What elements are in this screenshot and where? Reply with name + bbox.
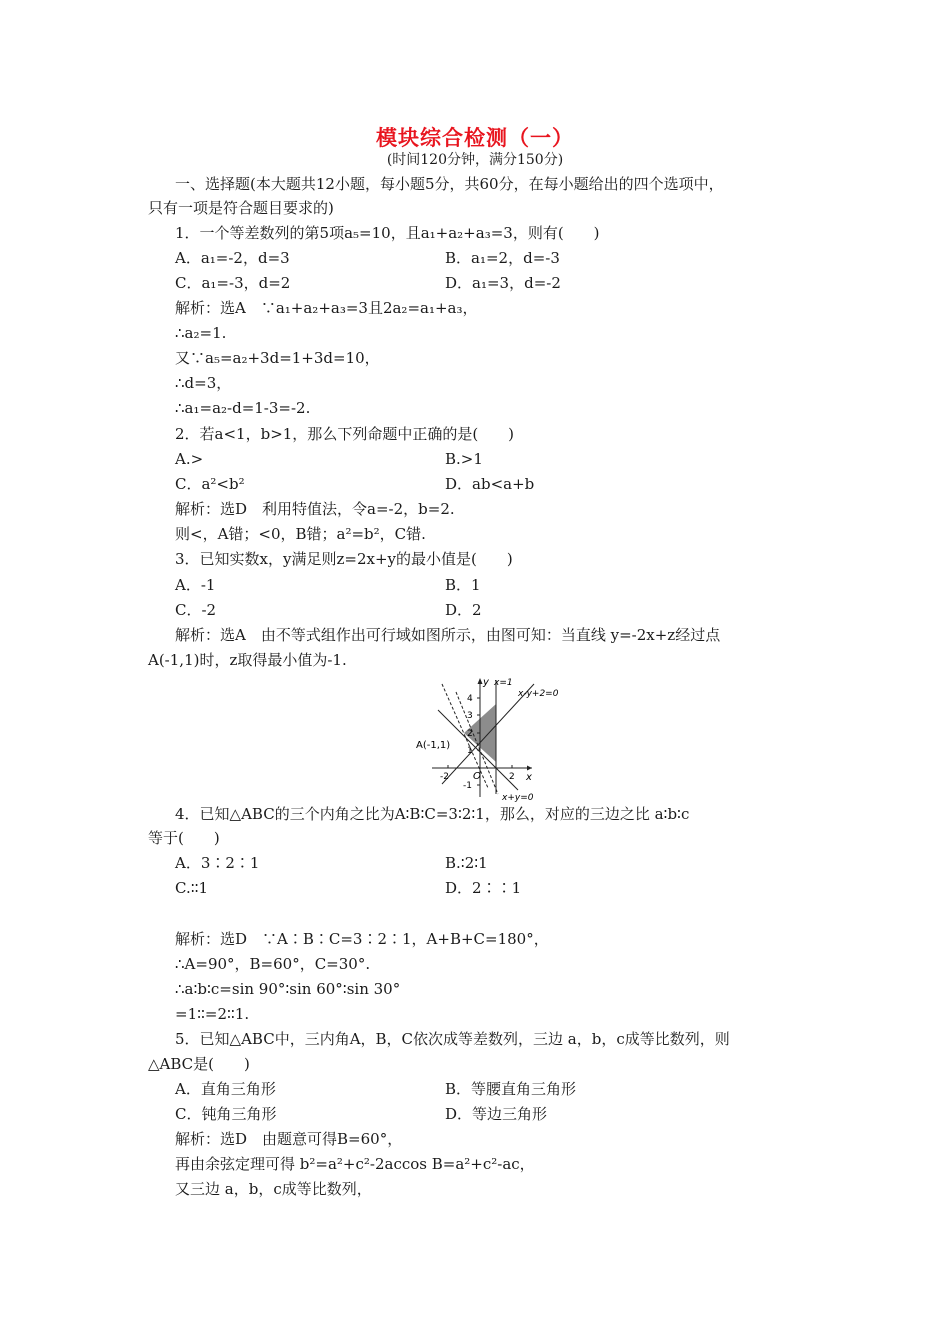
y-tick-label: 1 xyxy=(467,746,473,756)
q1-option-c: C．a₁=-3，d=2 xyxy=(175,274,291,292)
q3-stem: 3．已知实数x，y满足则z=2x+y的最小值是( ) xyxy=(175,550,513,568)
q5-solution-line: 又三边 a，b，c成等比数列， xyxy=(175,1180,372,1198)
q5-option-b: B．等腰直角三角形 xyxy=(445,1080,577,1098)
y-tick-label: 4 xyxy=(467,694,473,704)
section-heading-line1: 一、选择题(本大题共12小题，每小题5分，共60分，在每小题给出的四个选项中， xyxy=(175,175,724,193)
q5-stem-line1: 5．已知△ABC中，三内角A，B，C依次成等差数列，三边 a，b，c成等比数列，则 xyxy=(175,1030,730,1048)
q4-solution-line: 解析：选D ∵A∶B∶C=3∶2∶1，A+B+C=180°， xyxy=(175,930,549,948)
y-tick-label: 2 xyxy=(467,729,473,739)
q3-solution-line: 解析：选A 由不等式组作出可行域如图所示，由图可知：当直线 y=-2x+z经过点 xyxy=(175,626,721,644)
y-axis-arrow xyxy=(478,678,483,684)
q4-option-a: A．3∶2∶1 xyxy=(175,854,260,872)
q4-option-c: C.∶∶1 xyxy=(175,879,209,897)
q3-option-b: B．1 xyxy=(445,576,481,594)
q5-solution-line: 再由余弦定理可得 b²=a²+c²-2accos B=a²+c²-ac， xyxy=(175,1155,535,1173)
figure-label-origin: O xyxy=(473,771,481,782)
q4-solution-line: =1∶∶=2∶∶1. xyxy=(175,1005,250,1023)
q2-option-c: C．a²<b² xyxy=(175,475,245,493)
section-heading-line2: 只有一项是符合题目要求的) xyxy=(148,199,334,217)
q4-option-d: D．2∶∶1 xyxy=(445,879,522,897)
q5-option-a: A．直角三角形 xyxy=(175,1080,276,1098)
q4-solution-line: ∴A=90°，B=60°，C=30°. xyxy=(175,955,371,973)
y-tick-label: 3 xyxy=(467,711,473,721)
x-axis-arrow xyxy=(527,766,532,771)
q1-solution-line: 又∵a₅=a₂+3d=1+3d=10， xyxy=(175,349,380,367)
q4-solution-line: ∴a∶b∶c=sin 90°∶sin 60°∶sin 30° xyxy=(175,980,401,998)
q4-option-b: B.∶2∶1 xyxy=(445,854,488,872)
q5-solution-line: 解析：选D 由题意可得B=60°， xyxy=(175,1130,403,1148)
x-tick-label: -2 xyxy=(440,772,449,782)
figure-label-y: y xyxy=(483,677,489,688)
q1-solution-line: 解析：选A ∵a₁+a₂+a₃=3且2a₂=a₁+a₃， xyxy=(175,299,478,317)
figure-label-point-a: A(-1,1) xyxy=(416,740,451,751)
line-x-minus-y-plus-2 xyxy=(442,684,534,784)
figure-label-x-equals-1: x=1 xyxy=(494,678,513,688)
q1-solution-line: ∴d=3， xyxy=(175,374,232,392)
q5-stem-line2: △ABC是( ) xyxy=(148,1055,250,1073)
q1-stem: 1．一个等差数列的第5项a₅=10，且a₁+a₂+a₃=3，则有( ) xyxy=(175,224,600,242)
x-tick-label: 2 xyxy=(509,772,515,782)
q2-option-d: D．ab<a+b xyxy=(445,475,535,493)
q2-stem: 2．若a<1，b>1，那么下列命题中正确的是( ) xyxy=(175,425,515,443)
page-title: 模块综合检测（一） xyxy=(376,126,574,150)
q1-solution-line: ∴a₁=a₂-d=1-3=-2. xyxy=(175,399,311,417)
q3-option-d: D．2 xyxy=(445,601,482,619)
feasible-region-figure xyxy=(410,672,570,804)
q2-option-b: B.>1 xyxy=(445,450,483,468)
q2-solution-line: 则<，A错；<0，B错；a²=b²，C错. xyxy=(175,525,426,543)
q3-solution-line: A(-1,1)时，z取得最小值为-1. xyxy=(148,651,347,669)
q4-stem-line2: 等于( ) xyxy=(148,829,220,847)
page-subtitle: (时间120分钟，满分150分) xyxy=(386,152,564,168)
q3-option-a: A．-1 xyxy=(175,576,216,594)
q3-option-c: C．-2 xyxy=(175,601,217,619)
y-tick-label: -1 xyxy=(463,781,472,791)
figure-label-x-plus-y: x+y=0 xyxy=(502,793,534,803)
figure-label-line: x-y+2=0 xyxy=(518,689,559,699)
q1-solution-line: ∴a₂=1. xyxy=(175,324,227,342)
q4-stem-line1: 4．已知△ABC的三个内角之比为A∶B∶C=3∶2∶1，那么，对应的三边之比 a∶b∶c xyxy=(175,805,690,823)
q2-solution-line: 解析：选D 利用特值法，令a=-2，b=2. xyxy=(175,500,455,518)
q5-option-c: C．钝角三角形 xyxy=(175,1105,277,1123)
q1-option-a: A．a₁=-2，d=3 xyxy=(175,249,290,267)
q2-option-a: A.> xyxy=(175,450,204,468)
q1-option-d: D．a₁=3，d=-2 xyxy=(445,274,561,292)
figure-label-x: x xyxy=(526,772,532,783)
q1-option-b: B．a₁=2，d=-3 xyxy=(445,249,560,267)
q5-option-d: D．等边三角形 xyxy=(445,1105,548,1123)
